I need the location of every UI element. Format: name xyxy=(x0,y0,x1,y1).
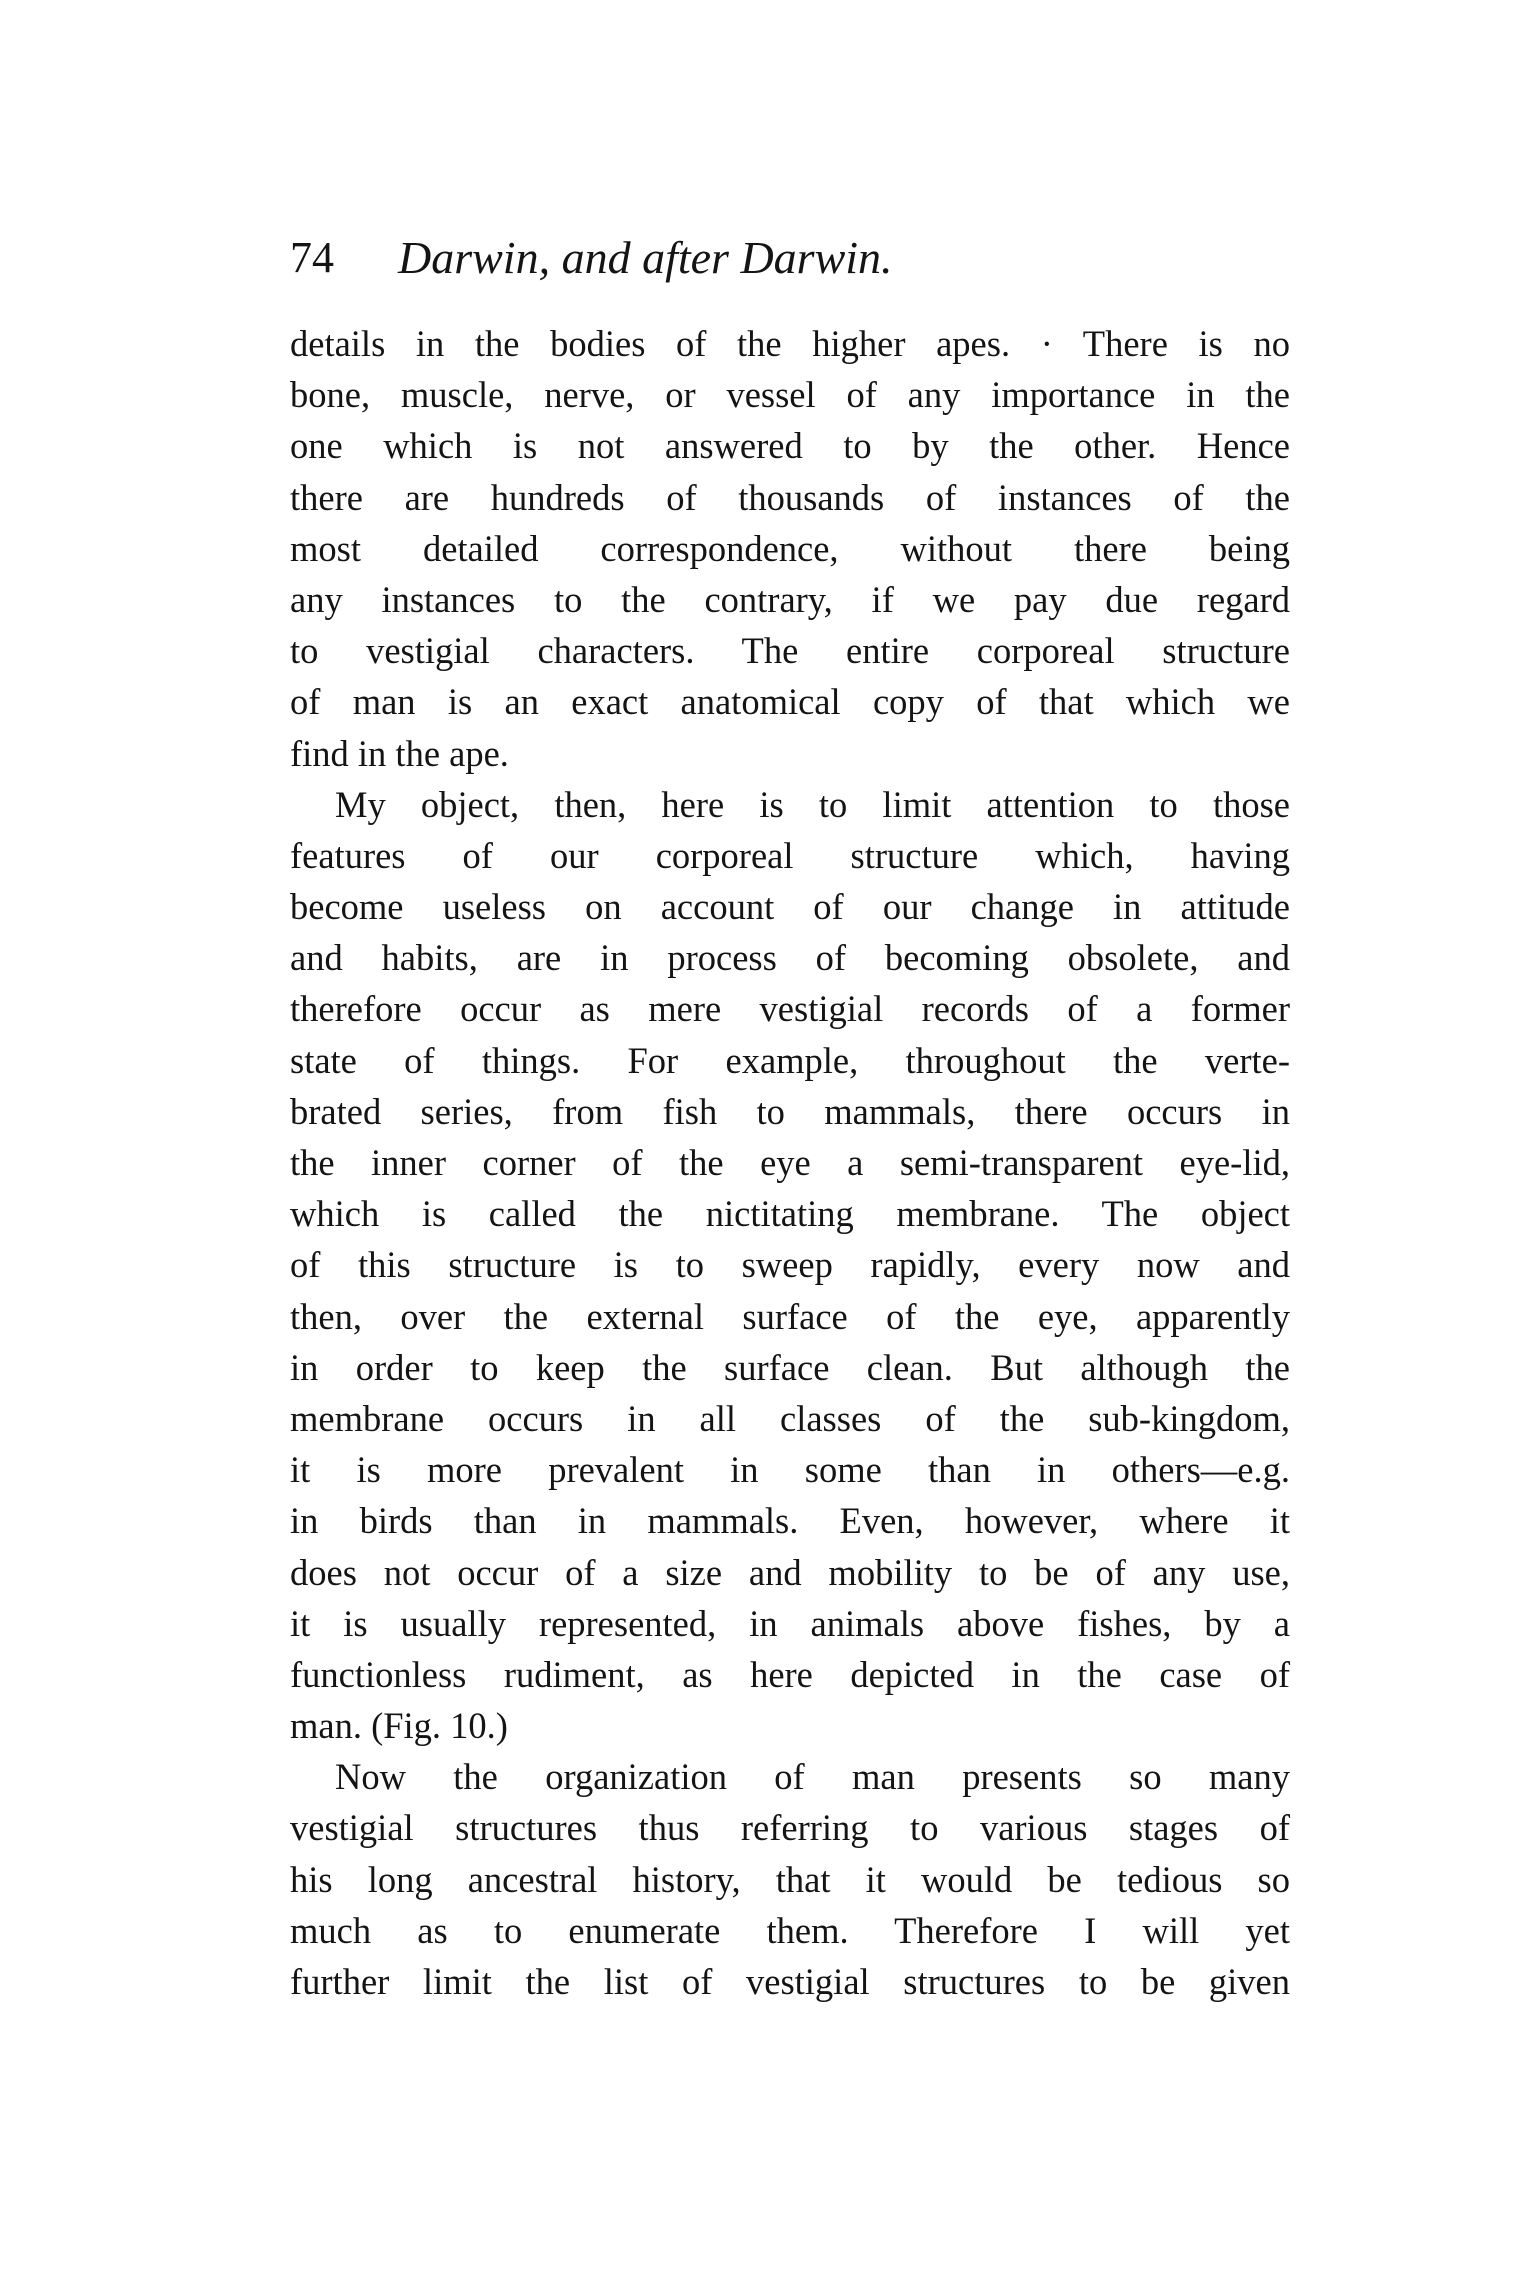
text-line: brated series, from fish to mammals, there occurs in xyxy=(290,1090,1290,1132)
text-line: functionless rudiment, as here depicted in the case of xyxy=(290,1653,1290,1695)
text-line: vestigial structures thus referring to various stages of xyxy=(290,1807,1290,1849)
text-line: it is usually represented, in animals above fishes, by a xyxy=(290,1602,1290,1644)
text-line: to vestigial characters. The entire corporeal structure xyxy=(290,630,1290,672)
text-line: there are hundreds of thousands of instances of the xyxy=(290,476,1290,518)
text-line: therefore occur as mere vestigial records of a former xyxy=(290,988,1290,1030)
text-line: bone, muscle, nerve, or vessel of any importance in the xyxy=(290,374,1290,416)
paragraph-1 xyxy=(290,318,1290,779)
text-line: which is called the nictitating membrane. The object xyxy=(290,1193,1290,1235)
text-line: the inner corner of the eye a semi-transparent eye-lid, xyxy=(290,1142,1290,1183)
text-line: further limit the list of vestigial structures to be given xyxy=(290,1961,1290,2002)
text-line: one which is not answered to by the other. Hence xyxy=(290,425,1290,467)
text-line: and habits, are in process of becoming obsolete, and xyxy=(290,937,1290,979)
text-line: My object, then, here is to limit attention to those xyxy=(335,783,1290,825)
text-line: Now the organization of man presents so many xyxy=(335,1756,1290,1798)
text-line: much as to enumerate them. Therefore I will yet xyxy=(290,1909,1290,1951)
text-line: details in the bodies of the higher apes. · There is no xyxy=(290,323,1290,364)
text-line: of man is an exact anatomical copy of that which we xyxy=(290,681,1290,723)
text-line: does not occur of a size and mobility to be of any use, xyxy=(290,1551,1290,1593)
text-line: in order to keep the surface clean. But although the xyxy=(290,1346,1290,1388)
text-line: of this structure is to sweep rapidly, every now and xyxy=(290,1244,1290,1286)
paragraph-2 xyxy=(290,779,1290,1752)
text-line: become useless on account of our change in attitude xyxy=(290,886,1290,928)
text-line: his long ancestral history, that it would be tedious so xyxy=(290,1858,1290,1900)
running-head xyxy=(290,228,1290,288)
text-line: man. (Fig. 10.) xyxy=(290,1705,508,1747)
text-line: features of our corporeal structure which, having xyxy=(290,834,1290,876)
text-line: membrane occurs in all classes of the sub-kingdom, xyxy=(290,1397,1290,1439)
body-text xyxy=(290,318,1290,2007)
text-line: find in the ape. xyxy=(290,732,509,774)
page-number: 74 xyxy=(290,233,334,282)
paragraph-3 xyxy=(290,1751,1290,2007)
text-line: most detailed correspondence, without there being xyxy=(290,527,1290,569)
text-line: it is more prevalent in some than in others—e.g. xyxy=(290,1449,1290,1491)
text-line: in birds than in mammals. Even, however, where it xyxy=(290,1500,1290,1542)
running-title: Darwin, and after Darwin. xyxy=(398,232,893,283)
text-line: then, over the external surface of the eye, apparently xyxy=(290,1295,1290,1337)
text-line: any instances to the contrary, if we pay due regard xyxy=(290,578,1290,620)
text-line: state of things. For example, throughout the verte- xyxy=(290,1039,1290,1081)
